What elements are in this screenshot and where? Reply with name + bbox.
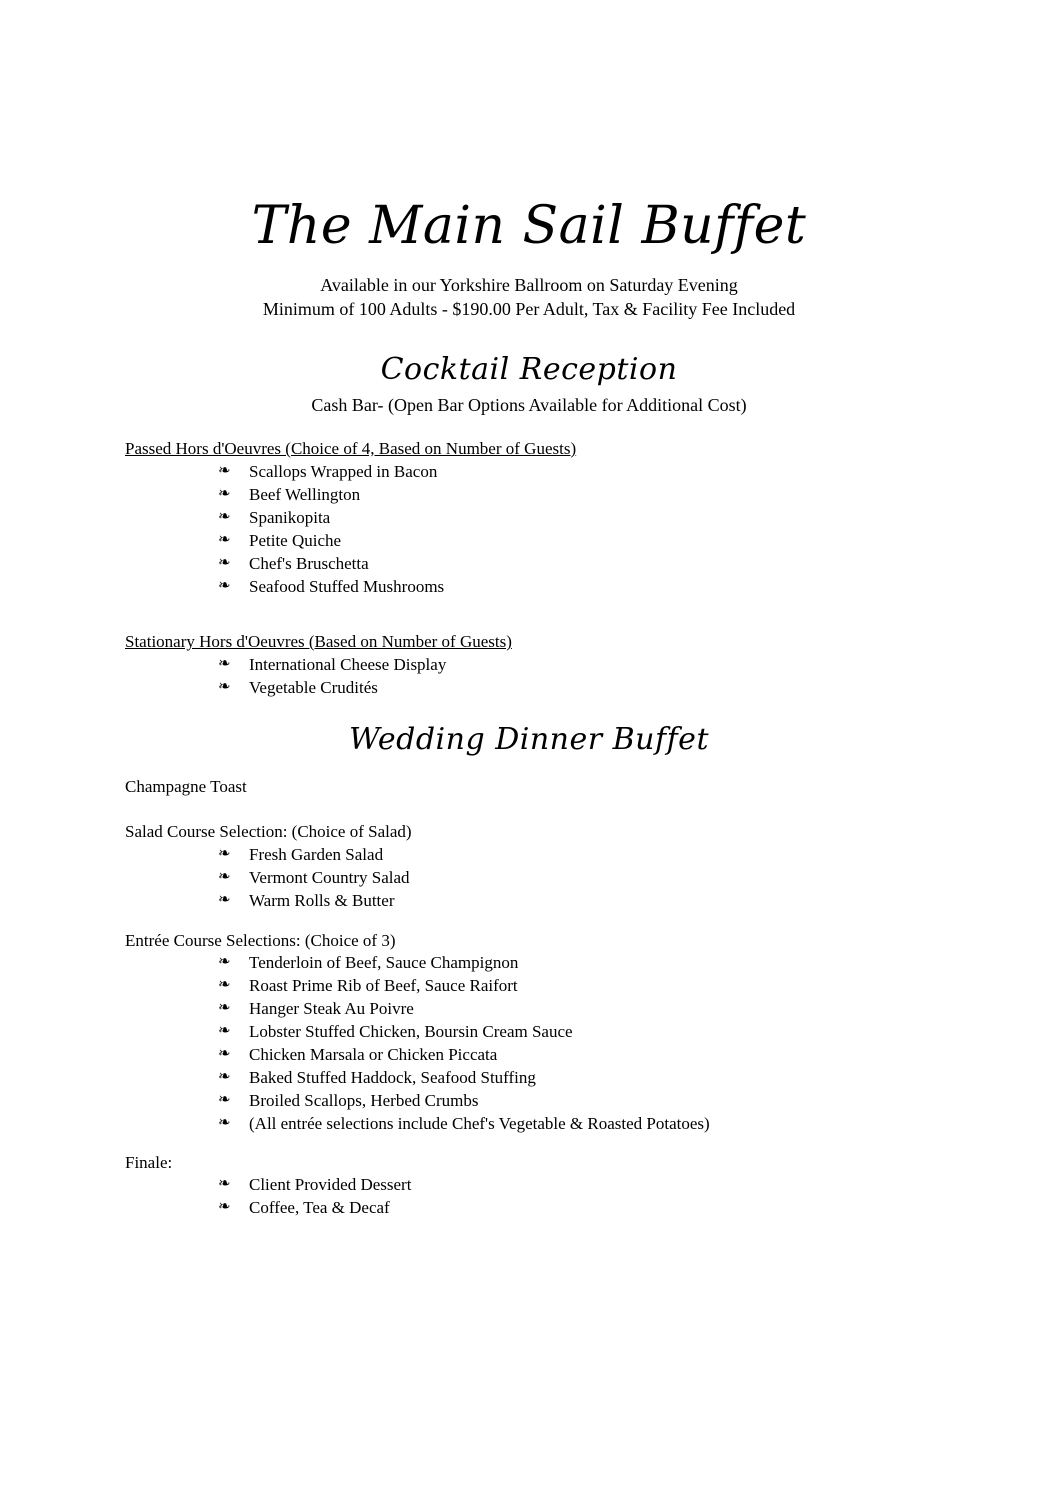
salad-course-list xyxy=(218,843,410,912)
menu-item xyxy=(218,1020,710,1043)
menu-item xyxy=(218,889,410,912)
menu-item-label: Roast Prime Rib of Beef, Sauce Raifort xyxy=(249,976,518,995)
menu-item xyxy=(218,552,444,575)
menu-item-label: Coffee, Tea & Decaf xyxy=(249,1198,390,1217)
fleuron-bullet-icon: ❧ xyxy=(218,656,231,672)
entree-course-heading: Entrée Course Selections: (Choice of 3) xyxy=(125,931,396,950)
menu-item-label: Fresh Garden Salad xyxy=(249,845,384,864)
fleuron-bullet-icon: ❧ xyxy=(218,679,231,695)
fleuron-bullet-icon: ❧ xyxy=(218,1176,231,1192)
stationary-hors-doeuvres-heading: Stationary Hors d'Oeuvres (Based on Number of Guests) xyxy=(125,632,512,651)
menu-item xyxy=(218,974,710,997)
menu-item xyxy=(218,1196,411,1219)
stationary-hors-doeuvres-list xyxy=(218,653,446,699)
menu-item-label: Warm Rolls & Butter xyxy=(249,891,395,910)
entree-course-list xyxy=(218,951,710,1135)
cocktail-section-title: Cocktail Reception xyxy=(380,352,678,387)
menu-item-label: Scallops Wrapped in Bacon xyxy=(249,462,438,481)
finale-heading: Finale: xyxy=(125,1153,173,1172)
champagne-toast: Champagne Toast xyxy=(125,777,247,796)
menu-item-label: Vegetable Crudités xyxy=(249,678,378,697)
fleuron-bullet-icon: ❧ xyxy=(218,1023,231,1039)
dinner-section-title: Wedding Dinner Buffet xyxy=(348,722,709,757)
menu-item-label: Tenderloin of Beef, Sauce Champignon xyxy=(249,953,519,972)
fleuron-bullet-icon: ❧ xyxy=(218,1069,231,1085)
cash-bar-note: Cash Bar- (Open Bar Options Available for Additional Cost) xyxy=(311,395,747,415)
menu-item-label: Beef Wellington xyxy=(249,485,361,504)
fleuron-bullet-icon: ❧ xyxy=(218,977,231,993)
menu-item xyxy=(218,483,444,506)
menu-item-label: Vermont Country Salad xyxy=(249,868,410,887)
menu-item xyxy=(218,1043,710,1066)
menu-item-label: Chicken Marsala or Chicken Piccata xyxy=(249,1045,498,1064)
fleuron-bullet-icon: ❧ xyxy=(218,1046,231,1062)
menu-item-label: Broiled Scallops, Herbed Crumbs xyxy=(249,1091,479,1110)
fleuron-bullet-icon: ❧ xyxy=(218,532,231,548)
menu-item xyxy=(218,1066,710,1089)
salad-course-heading: Salad Course Selection: (Choice of Salad) xyxy=(125,822,412,841)
menu-item xyxy=(218,997,710,1020)
menu-item xyxy=(218,951,710,974)
menu-item-label: Client Provided Dessert xyxy=(249,1175,412,1194)
menu-item xyxy=(218,529,444,552)
passed-hors-doeuvres-heading: Passed Hors d'Oeuvres (Choice of 4, Based on Number of Guests) xyxy=(125,439,577,458)
menu-item xyxy=(218,1089,710,1112)
fleuron-bullet-icon: ❧ xyxy=(218,1199,231,1215)
fleuron-bullet-icon: ❧ xyxy=(218,1000,231,1016)
menu-item-label: Lobster Stuffed Chicken, Boursin Cream Sauce xyxy=(249,1022,573,1041)
fleuron-bullet-icon: ❧ xyxy=(218,954,231,970)
intro-line-2: Minimum of 100 Adults - $190.00 Per Adult, Tax & Facility Fee Included xyxy=(262,299,796,319)
fleuron-bullet-icon: ❧ xyxy=(218,892,231,908)
fleuron-bullet-icon: ❧ xyxy=(218,1092,231,1108)
menu-item-label: (All entrée selections include Chef's Vegetable & Roasted Potatoes) xyxy=(249,1114,710,1133)
menu-item-label: Baked Stuffed Haddock, Seafood Stuffing xyxy=(249,1068,536,1087)
menu-item-label: Spanikopita xyxy=(249,508,331,527)
menu-item xyxy=(218,1173,411,1196)
menu-item-label: Petite Quiche xyxy=(249,531,342,550)
fleuron-bullet-icon: ❧ xyxy=(218,463,231,479)
menu-item xyxy=(218,843,410,866)
menu-item-label: Seafood Stuffed Mushrooms xyxy=(249,577,445,596)
menu-item xyxy=(218,866,410,889)
fleuron-bullet-icon: ❧ xyxy=(218,578,231,594)
intro-line-1: Available in our Yorkshire Ballroom on Saturday Evening xyxy=(320,275,738,295)
menu-item xyxy=(218,676,446,699)
page-title: The Main Sail Buffet xyxy=(251,196,807,256)
menu-item-label: Hanger Steak Au Poivre xyxy=(249,999,414,1018)
menu-item xyxy=(218,460,444,483)
fleuron-bullet-icon: ❧ xyxy=(218,846,231,862)
menu-item xyxy=(218,575,444,598)
passed-hors-doeuvres-list xyxy=(218,460,444,598)
fleuron-bullet-icon: ❧ xyxy=(218,486,231,502)
menu-item xyxy=(218,653,446,676)
fleuron-bullet-icon: ❧ xyxy=(218,1115,231,1131)
finale-list xyxy=(218,1173,411,1219)
menu-item-label: International Cheese Display xyxy=(249,655,447,674)
fleuron-bullet-icon: ❧ xyxy=(218,555,231,571)
menu-item xyxy=(218,1112,710,1135)
fleuron-bullet-icon: ❧ xyxy=(218,869,231,885)
menu-item xyxy=(218,506,444,529)
menu-item-label: Chef's Bruschetta xyxy=(249,554,369,573)
fleuron-bullet-icon: ❧ xyxy=(218,509,231,525)
